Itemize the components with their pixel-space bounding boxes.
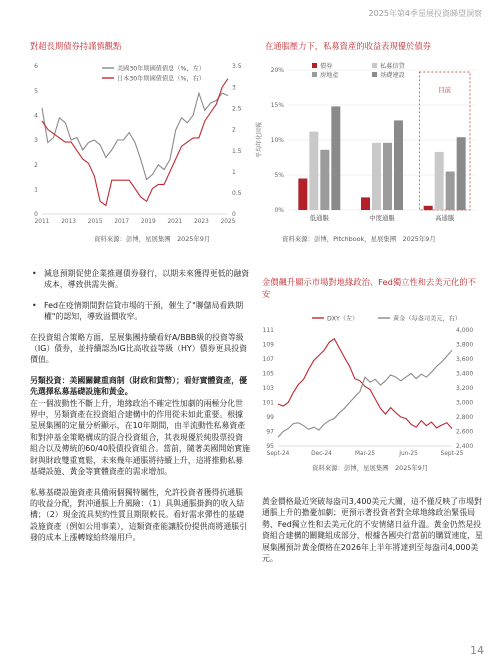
right-tick-label: 3,400	[456, 370, 474, 378]
right-tick-label: 2,800	[456, 414, 474, 422]
right-tick-label: 1.5	[232, 147, 242, 155]
left-tick-label: 95	[266, 443, 274, 451]
y-tick-label: 0%	[274, 207, 284, 215]
page-number: 14	[470, 644, 484, 657]
legend-label: 黃金（每盎司美元，右）	[393, 315, 462, 323]
bar	[320, 150, 329, 210]
y-tick-label: 5%	[274, 172, 284, 180]
x-tick-label: 高通脹	[435, 214, 455, 222]
left-tick-label: 4	[34, 112, 38, 120]
bar	[298, 179, 307, 211]
legend-swatch	[312, 63, 317, 68]
right-tick-label: 3,600	[456, 356, 474, 364]
right-tick-label: 2.5	[232, 105, 242, 113]
legend-label: 美國30年期國債債息（%，左）	[117, 65, 206, 73]
inflation-returns-chart	[252, 54, 484, 232]
left-tick-label: 103	[262, 385, 274, 393]
gold-dxy-chart	[256, 304, 488, 462]
y-tick-label: 20%	[270, 67, 284, 75]
left-tick-label: 2	[34, 161, 38, 169]
bullet-item: • 減息預期促使企業推遲債券發行，以期未來獲得更低的融資成本，導致供需失衡。	[30, 268, 250, 291]
x-tick-label: 2019	[140, 219, 156, 225]
chart3-title: 金價飆升顯示市場對地緣政治、Fed獨立性和去美元化的不安	[262, 277, 476, 299]
left-tick-label: 99	[266, 414, 274, 422]
left-tick-label: 111	[262, 327, 274, 335]
bar	[331, 106, 340, 210]
series-line	[42, 93, 228, 179]
bar	[361, 197, 370, 210]
series-line	[278, 339, 452, 429]
y-tick-label: 15%	[270, 102, 284, 110]
alternatives-paragraph: 在一個波動性不斷上升，地緣政治不確定性加劇的兩極分化世界中，另類資產在投資組合建構中的作用從未如此重要。根據星展集團的定量分析顯示，在10年期間，由半流動性私募資產和對沖基金策略構成的混合投資組合，其表現優於純股票投資組合以及傳統的60/40股債投資組合。當前，隨著美國開始實施財與財政雙重寬鬆，未來幾年通脹將持續上升，這將推動私募基礎設施、黃金等實體資產的需求增加。	[30, 398, 251, 477]
left-tick-label: 0	[34, 211, 38, 219]
left-tick-label: 105	[262, 370, 274, 378]
right-tick-label: 3,200	[456, 385, 474, 393]
bar	[435, 152, 444, 210]
chart1-source: 資料來源：彭博，星展集團 2025年9月	[94, 235, 211, 243]
right-tick-label: 2	[232, 126, 236, 134]
x-tick-label: Sept-25	[440, 451, 464, 457]
x-tick-label: 2013	[61, 219, 76, 225]
chart2-source: 資料來源：彭博，Pitchbook，星展集團 2025年9月	[282, 235, 436, 243]
report-header: 2025年第4季星展投資睇望洞察	[368, 9, 482, 18]
left-tick-label: 101	[262, 399, 274, 407]
right-tick-label: 0.5	[232, 190, 242, 198]
bar	[309, 132, 318, 210]
right-tick-label: 3.5	[232, 63, 242, 71]
right-tick-label: 3,000	[456, 399, 474, 407]
x-tick-label: Mar-25	[354, 451, 376, 457]
left-tick-label: 1	[34, 186, 38, 194]
x-tick-label: Dec-24	[311, 451, 332, 457]
bar	[457, 137, 466, 210]
chart2-title: 在通脹壓力下，私募資產的收益表現優於債券	[265, 41, 431, 51]
legend-label: 日本30年期國債債息（%，右）	[117, 75, 206, 83]
right-tick-label: 3,800	[456, 341, 474, 349]
right-tick-label: 0	[232, 211, 236, 219]
right-tick-label: 4,000	[456, 327, 474, 335]
left-tick-label: 6	[34, 63, 38, 71]
legend-label: 債券	[320, 63, 333, 70]
y-axis-label: 平均年化回報	[256, 121, 263, 159]
legend-label: 房地產	[320, 72, 339, 79]
bar	[394, 120, 403, 210]
legend-swatch	[372, 72, 377, 77]
x-tick-label: 2015	[87, 219, 103, 225]
x-tick-label: Jun-25	[399, 451, 418, 457]
legend-swatch	[372, 63, 377, 68]
bar	[383, 143, 392, 210]
right-tick-label: 3	[232, 84, 236, 92]
gold-paragraph: 黃金價格最近突破每盎司3,400美元大關，這不僅反映了市場對通脹上升的擔憂加劇；更預示著投資者對全球地緣政治緊張局勢、Fed獨立性和去美元化的不安情緒日益升溫。黃金仍然是投資組合建構的關鍵組成部分，根據各國央行當前的購買速度，星展集團預計黃金價格在2026年上半年將達到至每盎司4,000美元。	[262, 497, 483, 564]
x-tick-label: 低通脹	[309, 214, 329, 222]
bullet-item: • Fed在疫情期間對信貸市場的干預，催生了"聯儲局看跌期權"的認知，導致溢價收窄。	[30, 300, 250, 323]
x-tick-label: 2023	[194, 219, 209, 225]
legend-label: 私募信貸	[380, 63, 405, 70]
left-tick-label: 109	[262, 341, 274, 349]
legend-swatch	[312, 72, 317, 77]
strategy-paragraph: 在投資組合策略方面，星展集團持續看好A/BBB級的投資等級（IG）債券，並持續認為IG比高收益等級（HY）債券更具投資價值。	[30, 332, 248, 365]
alternatives-heading: 另類投資：美國關鍵重商制（財政和貨幣）；看好實體資產，優先選擇私募基礎設施和黃金。	[30, 375, 247, 397]
bar	[372, 143, 381, 210]
right-tick-label: 2,600	[456, 428, 474, 436]
infrastructure-paragraph: 私募基礎設施資產具備兩個獨特屬性，允許投資者獲得抗通脹的收益分配，對沖通脹上升風險：（1）具與通脹掛鉤的收入結構；（2）現金流具契約性質且期限較長。看好需求彈性的基礎設施資產（例如公用事業），這類資產能讓股份提供商將通脹引發的成本上漲轉嫁給終端用戶。	[30, 487, 247, 543]
x-tick-label: 2025	[220, 219, 236, 225]
left-tick-label: 97	[266, 428, 274, 436]
legend-label: DXY（左）	[327, 315, 359, 323]
x-tick-label: Sept-24	[266, 451, 290, 457]
x-tick-label: 中度通脹	[369, 214, 395, 222]
x-tick-label: 2021	[167, 219, 183, 225]
bar	[424, 206, 433, 210]
x-tick-label: 2017	[114, 219, 130, 225]
current-annotation: 目前	[438, 86, 452, 94]
right-tick-label: 2,400	[456, 443, 474, 451]
chart1-title: 對超長期債券持謹慎觀點	[30, 41, 122, 51]
legend-label: 基礎建設	[380, 72, 405, 79]
chart3-source: 資料來源：彭博，星展集團 2025年9月	[312, 464, 429, 472]
right-tick-label: 1	[232, 168, 236, 176]
left-column	[30, 268, 250, 553]
bar	[446, 172, 455, 211]
y-tick-label: 10%	[270, 137, 284, 145]
left-tick-label: 107	[262, 356, 274, 364]
left-tick-label: 3	[34, 137, 38, 145]
x-tick-label: 2011	[34, 219, 50, 225]
series-line	[278, 350, 452, 437]
bond-yield-chart	[22, 54, 252, 232]
left-tick-label: 5	[34, 87, 38, 95]
